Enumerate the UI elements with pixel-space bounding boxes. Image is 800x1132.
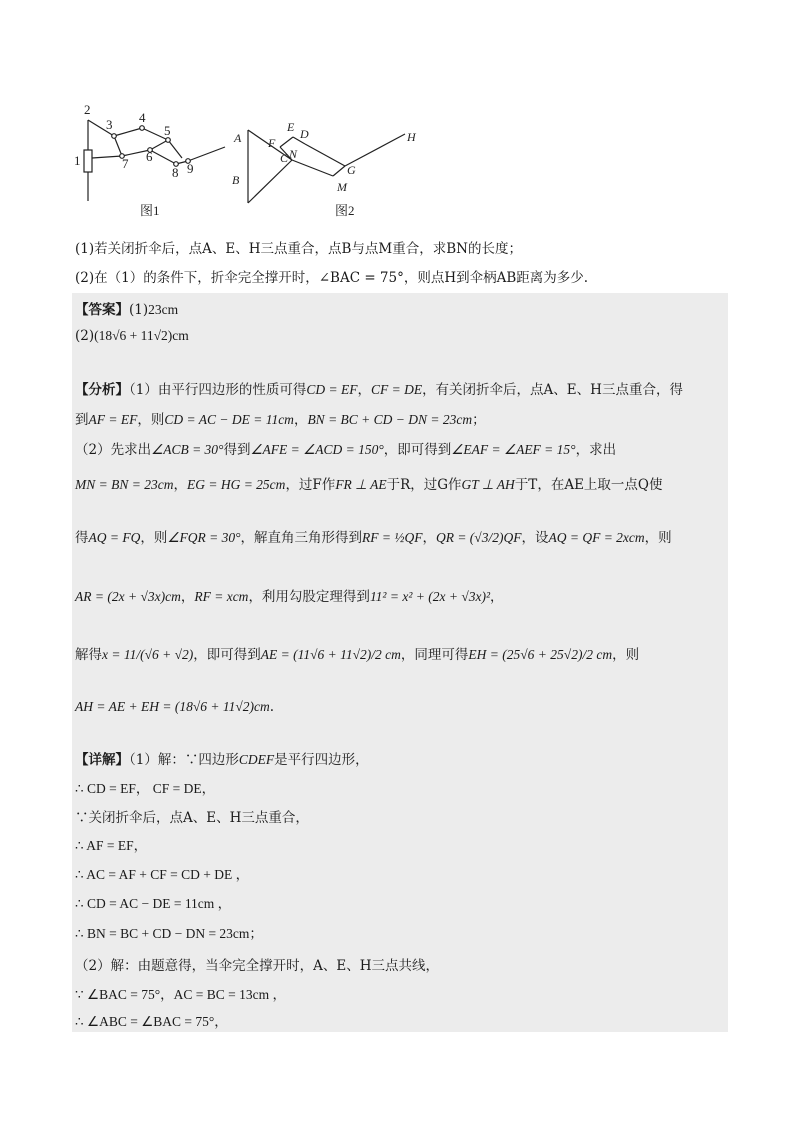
detail-line-10: ∴ ∠ABC = ∠BAC = 75°， (75, 1014, 228, 1029)
analysis-line-3 (75, 438, 616, 458)
analysis-math: CD = AC − DE = 11cm (164, 412, 294, 427)
analysis-math: FR ⊥ AE (335, 477, 387, 492)
analysis-math: AE = (11√6 + 11√2)/2 cm (260, 647, 401, 662)
detail-line-7: ∴ BN = BC + CD − DN = 23cm； (75, 926, 263, 941)
fig1-label-2: 2 (84, 102, 91, 117)
answer-2-value: (18√6 + 11√2)cm (94, 328, 189, 343)
analysis-text: ，求出 (575, 442, 617, 458)
detail-line-9: ∵ ∠BAC = 75°，AC = BC = 13cm ， (75, 987, 286, 1002)
analysis-math: MN = BN = 23cm (75, 477, 174, 492)
fig2-label-N: N (289, 147, 298, 161)
analysis-label: 【分析】 (75, 382, 129, 398)
fig2-label-G: G (347, 163, 356, 177)
analysis-text: 得到 (223, 442, 251, 458)
fig2-label-E: E (287, 120, 295, 134)
analysis-text: ， (357, 382, 371, 398)
analysis-math: ∠ACB = 30° (151, 442, 224, 457)
analysis-math: AR = (2x + √3x)cm (75, 589, 181, 604)
analysis-math: CF = DE (370, 382, 423, 397)
answer-line-2 (75, 328, 189, 344)
analysis-line-6 (75, 585, 504, 605)
analysis-math: 11² = x² + (2x + √3x)² (369, 589, 491, 604)
analysis-text: ，即可得到 (193, 647, 261, 663)
analysis-math: ∠AFE = ∠ACD = 150° (250, 442, 384, 457)
fig2-label-M: M (337, 180, 347, 194)
fig2-label-B: B (232, 173, 240, 187)
analysis-math: ∠EAF = ∠AEF = 15° (451, 442, 576, 457)
analysis-text: 于R，过G作 (386, 477, 462, 493)
detail-label: 【详解】 (75, 752, 129, 768)
analysis-line-5 (75, 526, 672, 546)
analysis-math: AF = EF (88, 412, 138, 427)
analysis-line-2 (75, 408, 486, 428)
analysis-line-8 (75, 699, 274, 715)
analysis-text: ； (472, 412, 486, 428)
detail-line-3: ∵关闭折伞后，点A、E、H三点重合， (75, 810, 309, 826)
analysis-math: RF = ½QF (361, 530, 423, 545)
analysis-text: ， (422, 530, 436, 546)
analysis-text: ，则 (140, 530, 168, 546)
answer-label: 【答案】 (75, 302, 129, 318)
analysis-text: ， (490, 589, 504, 605)
fig1-caption: 图1 (140, 203, 160, 218)
fig1-label-4: 4 (139, 110, 146, 125)
analysis-line-1 (75, 378, 683, 398)
detail-line-1 (75, 748, 369, 768)
analysis-text: 于T，在AE上取一点Q使 (514, 477, 663, 493)
analysis-text: ，设 (521, 530, 549, 546)
fig1-label-9: 9 (187, 161, 194, 176)
fig2-label-D: D (300, 127, 309, 141)
analysis-math: AQ = QF = 2xcm (548, 530, 645, 545)
question-2: (2)在（1）的条件下，折伞完全撑开时，∠BAC = 75°，则点H到伞柄AB距离为多少. (75, 270, 589, 286)
analysis-math: ∠FQR = 30° (167, 530, 241, 545)
analysis-text: （2）先求出 (75, 442, 152, 458)
analysis-text: ，则 (612, 647, 640, 663)
analysis-line-7 (75, 643, 639, 663)
analysis-text: ， (173, 477, 187, 493)
analysis-text: 到 (75, 412, 89, 428)
fig1-label-5: 5 (164, 123, 171, 138)
fig2-label-H: H (407, 130, 416, 144)
detail-math: CDEF (238, 752, 275, 767)
analysis-text: ，则 (137, 412, 165, 428)
analysis-text: ，利用勾股定理得到 (248, 589, 370, 605)
detail-text: 是平行四边形， (274, 752, 369, 768)
analysis-text: ，解直角三角形得到 (240, 530, 362, 546)
analysis-text: ，即可得到 (383, 442, 452, 458)
answer-2-prefix: (2) (75, 328, 95, 344)
analysis-text: ，有关闭折伞后，点A、E、H三点重合，得 (422, 382, 683, 398)
fig2-label-A: A (234, 131, 242, 145)
detail-line-6: ∴ CD = AC − DE = 11cm ， (75, 896, 232, 911)
analysis-math: EH = (25√6 + 25√2)/2 cm (468, 647, 613, 662)
analysis-math: GT ⊥ AH (461, 477, 515, 492)
analysis-math: BN = BC + CD − DN = 23cm (307, 412, 473, 427)
fig1-label-7: 7 (122, 156, 129, 171)
detail-line-4: ∴ AF = EF， (75, 838, 148, 853)
fig1-label-1: 1 (74, 153, 81, 168)
analysis-math: AQ = FQ (88, 530, 141, 545)
analysis-math: EG = HG = 25cm (186, 477, 286, 492)
analysis-math: x = 11/(√6 + √2) (102, 647, 194, 662)
figure-1 (70, 98, 230, 223)
fig2-label-F: F (268, 136, 276, 150)
fig1-label-8: 8 (172, 165, 179, 180)
analysis-text: . (269, 699, 275, 715)
analysis-text: ，同理可得 (400, 647, 469, 663)
figure-2 (225, 118, 425, 223)
analysis-text: ，过F作 (285, 477, 336, 493)
analysis-text: ， (180, 589, 195, 605)
fig1-label-3: 3 (106, 117, 113, 132)
analysis-text: ，则 (644, 530, 672, 546)
detail-text: （1）解：∵四边形 (129, 752, 239, 768)
detail-line-5: ∴ AC = AF + CF = CD + DE ， (75, 867, 250, 882)
analysis-text: 解得 (75, 647, 102, 663)
analysis-text: （1）由平行四边形的性质可得 (129, 382, 307, 398)
answer-1-value: 23cm (148, 302, 179, 317)
question-1: (1)若关闭折伞后，点A、E、H三点重合，点B与点M重合，求BN的长度； (75, 241, 522, 257)
analysis-math: RF = xcm (194, 589, 249, 604)
analysis-text: ， (293, 412, 308, 428)
analysis-math: AH = AE + EH = (18√6 + 11√2)cm (75, 699, 270, 714)
fig1-label-6: 6 (146, 149, 153, 164)
answer-1-prefix: (1) (129, 302, 149, 318)
answer-line-1 (75, 298, 178, 318)
analysis-text: 得 (75, 530, 89, 546)
detail-line-8: （2）解：由题意得，当伞完全撑开时，A、E、H三点共线， (75, 958, 439, 974)
analysis-line-4 (75, 473, 663, 493)
fig2-caption: 图2 (335, 203, 355, 218)
analysis-math: CD = EF (306, 382, 358, 397)
detail-line-2: ∴ CD = EF， CF = DE， (75, 781, 216, 796)
fig2-label-C: C (280, 151, 289, 165)
analysis-math: QR = (√3/2)QF (435, 530, 522, 545)
